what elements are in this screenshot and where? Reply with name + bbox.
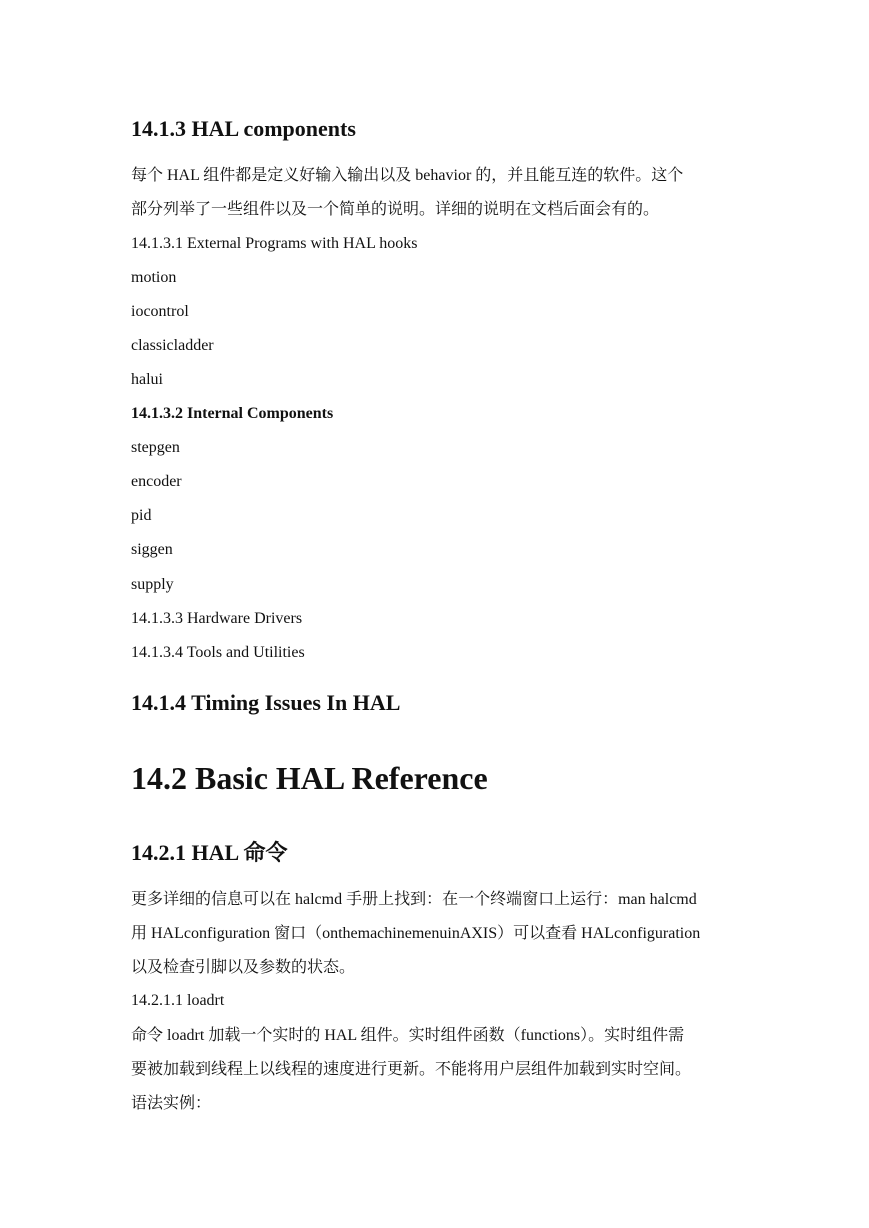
heading-14-2-1: 14.2.1 HAL 命令 xyxy=(131,840,288,865)
para1-line-2: 用 HALconfiguration 窗口（onthemachinemenuinAXIS）可以查看 HALconfiguration xyxy=(131,925,701,942)
heading-14-2-1-1: 14.2.1.1 loadrt xyxy=(131,992,225,1009)
list-item-pid: pid xyxy=(131,507,152,524)
heading-14-1-3-1: 14.1.3.1 External Programs with HAL hooks xyxy=(131,235,418,252)
list-item-stepgen: stepgen xyxy=(131,439,180,456)
heading-14-1-4: 14.1.4 Timing Issues In HAL xyxy=(131,690,401,715)
para1-line-1: 更多详细的信息可以在 halcmd 手册上找到：在一个终端窗口上运行：man halcmd xyxy=(131,891,697,908)
list-item-supply: supply xyxy=(131,576,174,593)
list-item-iocontrol: iocontrol xyxy=(131,303,189,320)
intro-line-2: 部分列举了一些组件以及一个简单的说明。详细的说明在文档后面会有的。 xyxy=(131,201,660,218)
list-item-halui: halui xyxy=(131,371,163,388)
para1-line-3: 以及检查引脚以及参数的状态。 xyxy=(131,959,356,976)
heading-14-1-3-4: 14.1.3.4 Tools and Utilities xyxy=(131,644,305,661)
heading-14-2: 14.2 Basic HAL Reference xyxy=(131,760,488,796)
list-item-encoder: encoder xyxy=(131,473,182,490)
list-item-motion: motion xyxy=(131,269,177,286)
intro-line-1: 每个 HAL 组件都是定义好输入输出以及 behavior 的，并且能互连的软件。这个 xyxy=(131,167,684,184)
heading-14-1-3: 14.1.3 HAL components xyxy=(131,116,356,141)
list-item-classicladder: classicladder xyxy=(131,337,214,354)
para2-line-1: 命令 loadrt 加载一个实时的 HAL 组件。实时组件函数（functions）。实时组件需 xyxy=(131,1027,685,1044)
list-item-siggen: siggen xyxy=(131,541,173,558)
para2-line-3: 语法实例： xyxy=(131,1095,212,1112)
heading-14-1-3-3: 14.1.3.3 Hardware Drivers xyxy=(131,610,303,627)
para2-line-2: 要被加载到线程上以线程的速度进行更新。不能将用户层组件加载到实时空间。 xyxy=(131,1061,692,1078)
heading-14-1-3-2: 14.1.3.2 Internal Components xyxy=(131,405,334,422)
